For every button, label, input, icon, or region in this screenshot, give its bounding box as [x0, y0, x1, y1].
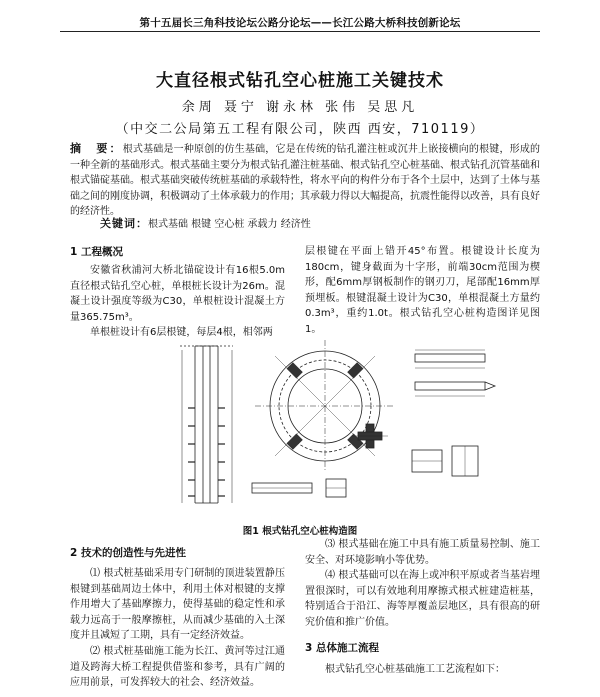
header-rule	[60, 31, 540, 32]
figure-1-drawing	[140, 338, 560, 520]
abstract-text: 根式基础是一种原创的仿生基础，它是在传统的钻孔灌注桩或沉井上嵌接横向的根键，形成的一种全新的基础形式。根式基础主要分为根式钻孔灌注桩基础、根式钻孔空心桩基础、根式钻孔沉管基础和根式锚碇基础。根式基础突破传统桩基础的承载特性，将水平向的构件分布于各个土层中，达到了土体与基础之间的刚度协调，积极调动了土体承载力的作用；其承载力得以大幅提高，抗震性能得以改善，具有良好的经济性。	[70, 144, 541, 217]
section1-paragraph-3: 层根键在平面上错开45°布置。根键设计长度为180cm，键身截面为十字形，前端30cm范围为楔形，配6mm厚钢板制作的钢刃刀，尾部配16mm厚预埋板。根键混凝土设计为C30，单根混凝土方量约0.3m³，重约1.0t。根式钻孔空心桩构造图详见图1。	[305, 246, 540, 335]
section1-paragraph-1: 安徽省秋浦河大桥北锚碇设计有16根5.0m直径根式钻孔空心桩，单根桩长设计为26m。混凝土设计强度等级为C30，单根桩设计混凝土方量365.75m³。	[70, 265, 285, 323]
pile-elevation	[180, 346, 233, 503]
section2-item-3: ⑶ 根式基础在施工中具有施工质量易控制、施工安全、对环境影响小等优势。	[305, 539, 540, 566]
paper-title: 大直径根式钻孔空心桩施工关键技术	[156, 71, 444, 91]
keywords-label: 关键词：	[100, 217, 148, 230]
section2-item-4: ⑷ 根式基础可以在海上或冲积平原或者当基岩埋置很深时，可以有效地利用摩擦式根式桩建造桩基，特别适合于沿江、海等厚覆盖层地区，具有很高的研究价值和推广价值。	[305, 570, 540, 628]
abstract	[70, 141, 540, 220]
root-key-marks	[188, 408, 225, 496]
section2-item-2: ⑵ 根式桩基础施工能为长江、黄河等过江通道及跨海大桥工程提供借鉴和参考，具有广阔的应用前景，可发挥较大的社会、经济效益。	[70, 646, 285, 688]
section3-paragraph-1: 根式钻孔空心桩基础施工工艺流程如下：	[325, 664, 505, 675]
authors: 余周 聂宁 谢永林 张伟 吴思凡	[181, 100, 419, 115]
figure-1-caption: 图1 根式钻孔空心桩构造图	[242, 526, 358, 537]
pile-plan-view	[255, 340, 395, 472]
section2-heading: 2 技术的创造性与先进性	[70, 547, 186, 559]
keywords	[100, 215, 540, 231]
section1-heading: 1 工程概况	[70, 246, 123, 258]
root-key-detail	[415, 350, 495, 396]
section1-paragraph-2: 单根桩设计有6层根键，每层4根，相邻两	[90, 327, 273, 338]
section3-heading: 3 总体施工流程	[305, 642, 379, 654]
section2-item-1: ⑴ 根式桩基础采用专门研制的顶进装置静压根键到基础周边土体中，利用土体对根键的支撑作用增大了基础摩擦力，使得基础的稳定性和承载力远高于一般摩擦桩，从而减少基础的入土深度并且减短了工期，具有一定经济效益。	[70, 568, 285, 641]
affiliation: （中交二公局第五工程有限公司，陕西 西安，710119）	[115, 122, 485, 137]
keywords-text: 根式基础 根键 空心桩 承载力 经济性	[148, 219, 311, 230]
side-detail	[412, 446, 478, 476]
running-header: 第十五届长三角科技论坛公路分论坛——长江公路大桥科技创新论坛	[139, 17, 461, 29]
abstract-label: 摘 要：	[70, 142, 123, 155]
embedded-plate-detail	[252, 479, 346, 497]
